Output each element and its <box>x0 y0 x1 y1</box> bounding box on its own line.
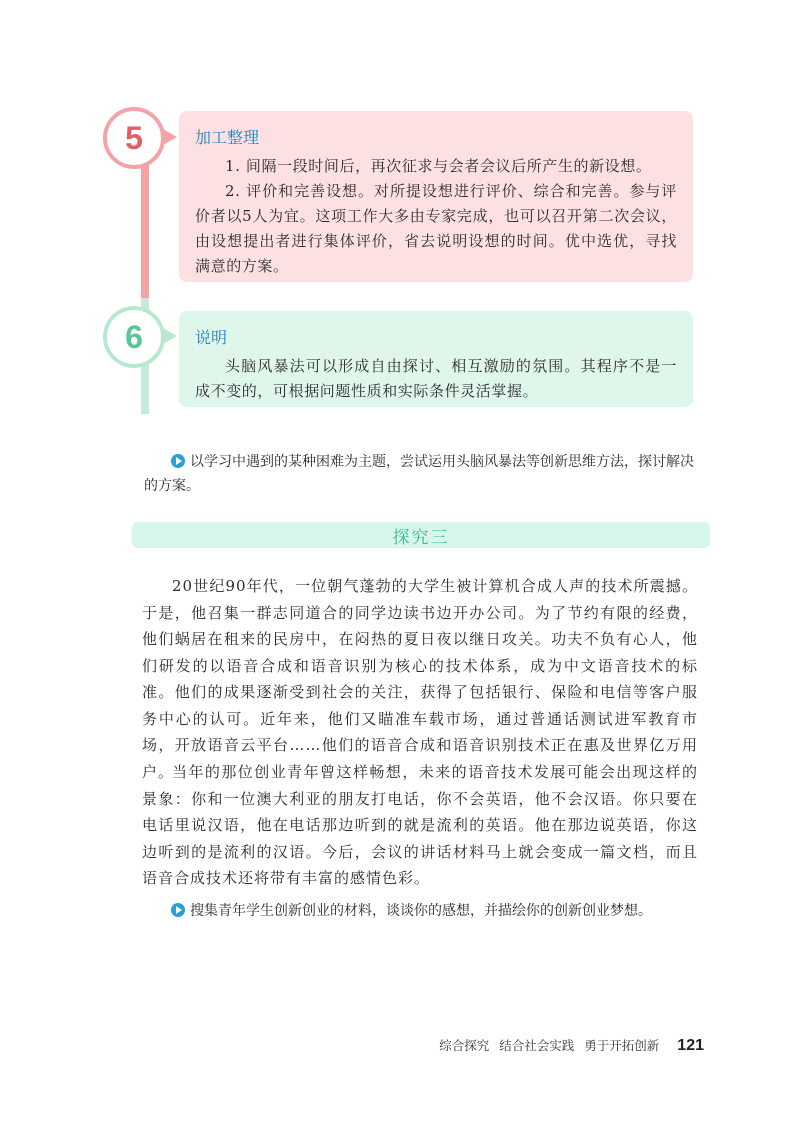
body-paragraph-1 <box>142 573 698 785</box>
footer-part-1: 综合探究 <box>439 1039 490 1053</box>
task-prompt-2-text: 搜集青年学生创新创业的材料，谈谈你的感想，并描绘你的创新创业梦想。 <box>190 902 652 918</box>
step-6-badge: 6 <box>103 306 165 368</box>
step-5-pointer <box>163 129 177 145</box>
section-title: 探究三 <box>392 527 450 548</box>
step-5-paragraph-2: 2. 评价和完善设想。对所提设想进行评价、综合和完善。参与评价者以5人为宜。这项工作大多由专家完成，也可以召开第二次会议，由设想提出者进行集体评价，省去说明设想的时间。优中选优，寻找满意的方案。 <box>195 182 677 275</box>
body-paragraph-2-text: 当年的那位创业青年曾这样畅想，未来的语音技术发展可能会出现这样的景象：你和一位澳大利亚的朋友打电话，你不会英语，他不会汉语。你只要在电话里说汉语，他在电话那边听到的就是流利的英语。他在那边说英语，你这边听到的是流利的汉语。今后，会议的讲话材料马上就会变成一篇文档，而且语音合成技术还将带有丰富的感情色彩。 <box>142 763 698 887</box>
task-prompt-1-text: 以学习中遇到的某种困难为主题，尝试运用头脑风暴法等创新思维方法，探讨解决的方案。 <box>144 453 694 493</box>
task-prompt-2 <box>144 898 704 922</box>
page-number: 121 <box>677 1037 704 1054</box>
step-6-title: 说明 <box>195 330 228 347</box>
play-triangle-icon <box>171 903 185 917</box>
body-paragraph-2 <box>142 759 698 892</box>
body-paragraph-1-text: 20世纪90年代，一位朝气蓬勃的大学生被计算机合成人声的技术所震撼。于是，他召集一群志同道合的同学边读书边开办公司。为了节约有限的经费，他们蜗居在租来的民房中，在闷热的夏日夜以继日攻关。功夫不负有心人，他们研发的以语音合成和语音识别为核心的技术体系，成为中文语音技术的标准。他们的成果逐渐受到社会的关注，获得了包括银行、保险和电信等客户服务中心的认可。近年来，他们又瞄准车载市场，通过普通话测试进军教育市场，开放语音云平台……他们的语音合成和语音识别技术正在惠及世界亿万用户。 <box>142 577 698 781</box>
footer-part-2: 结合社会实践 <box>499 1039 575 1053</box>
step-5-badge: 5 <box>103 107 165 169</box>
section-header <box>132 522 710 548</box>
step-5-title: 加工整理 <box>195 130 260 147</box>
step-6-paragraph-1: 头脑风暴法可以形成自由探讨、相互激励的氛围。其程序不是一成不变的，可根据问题性质和实际条件灵活掌握。 <box>195 357 677 400</box>
task-prompt-1 <box>144 449 704 497</box>
step-5-box <box>179 111 693 282</box>
play-triangle-icon <box>171 454 185 468</box>
step-6-box <box>179 311 693 407</box>
step-6-pointer <box>163 328 177 344</box>
page-footer <box>439 1036 704 1055</box>
step-5-paragraph-1: 1. 间隔一段时间后，再次征求与会者会议后所产生的新设想。 <box>225 157 652 175</box>
footer-part-3: 勇于开拓创新 <box>584 1039 660 1053</box>
